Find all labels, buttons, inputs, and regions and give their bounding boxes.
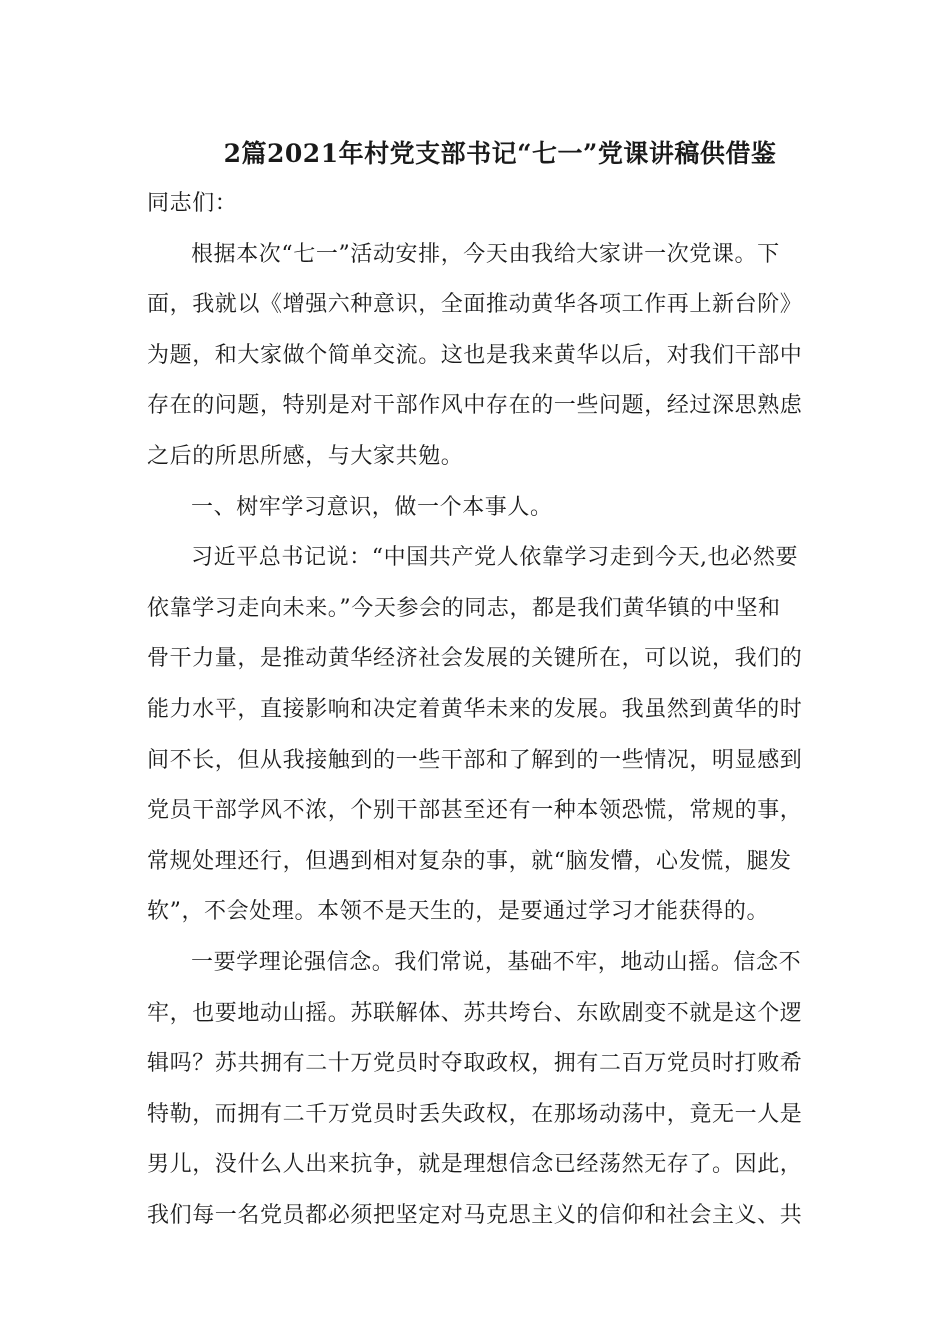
paragraph-line: 之后的所思所感，与大家共勉。 <box>147 444 464 469</box>
paragraph-line: 党员干部学风不浓，个别干部甚至还有一种本领恐慌，常规的事， <box>147 798 803 824</box>
paragraph-line: 能力水平，直接影响和决定着黄华未来的发展。我虽然到黄华的时 <box>147 697 803 722</box>
paragraph-line: 特勒，而拥有二千万党员时丢失政权，在那场动荡中，竟无一人是 <box>147 1101 803 1127</box>
paragraph-line: 常规处理还行，但遇到相对复杂的事，就“脑发懵，心发慌，腿发 <box>147 848 792 874</box>
paragraph-line: 辑吗？苏共拥有二十万党员时夺取政权，拥有二百万党员时打败希 <box>147 1051 803 1077</box>
document-title: 2篇2021年村党支部书记“七一”党课讲稿供借鉴 <box>223 139 777 168</box>
paragraph-line: 软”，不会处理。本领不是天生的，是要通过学习才能获得的。 <box>147 899 770 925</box>
paragraph-line: 面，我就以《增强六种意识，全面推动黄华各项工作再上新台阶》 <box>147 292 803 318</box>
paragraph-line: 男儿，没什么人出来抗争，就是理想信念已经荡然无存了。因此， <box>147 1152 803 1178</box>
paragraph-line: 牢，也要地动山摇。苏联解体、苏共垮台、东欧剧变不就是这个逻 <box>147 1000 803 1026</box>
paragraph-line: 存在的问题，特别是对干部作风中存在的一些问题，经过深思熟虑 <box>147 393 803 419</box>
paragraph-line: 习近平总书记说：“中国共产党人依靠学习走到今天,也必然要 <box>191 545 799 571</box>
paragraph-line: 骨干力量，是推动黄华经济社会发展的关键所在，可以说，我们的 <box>147 646 803 672</box>
paragraph-line: 间不长，但从我接触到的一些干部和了解到的一些情况，明显感到 <box>147 747 803 773</box>
paragraph-line: 为题，和大家做个简单交流。这也是我来黄华以后，对我们干部中 <box>147 342 803 368</box>
paragraph-line: 一、树牢学习意识，做一个本事人。 <box>191 494 553 520</box>
paragraph-line: 一要学理论强信念。我们常说，基础不牢，地动山摇。信念不 <box>191 950 802 975</box>
paragraph-line: 我们每一名党员都必须把坚定对马克思主义的信仰和社会主义、共 <box>147 1203 803 1228</box>
paragraph-line: 根据本次“七一”活动安排，今天由我给大家讲一次党课。下 <box>191 241 780 267</box>
paragraph-line: 同志们： <box>147 191 238 216</box>
paragraph-line: 依靠学习走向未来。”今天参会的同志，都是我们黄华镇的中坚和 <box>147 595 781 621</box>
